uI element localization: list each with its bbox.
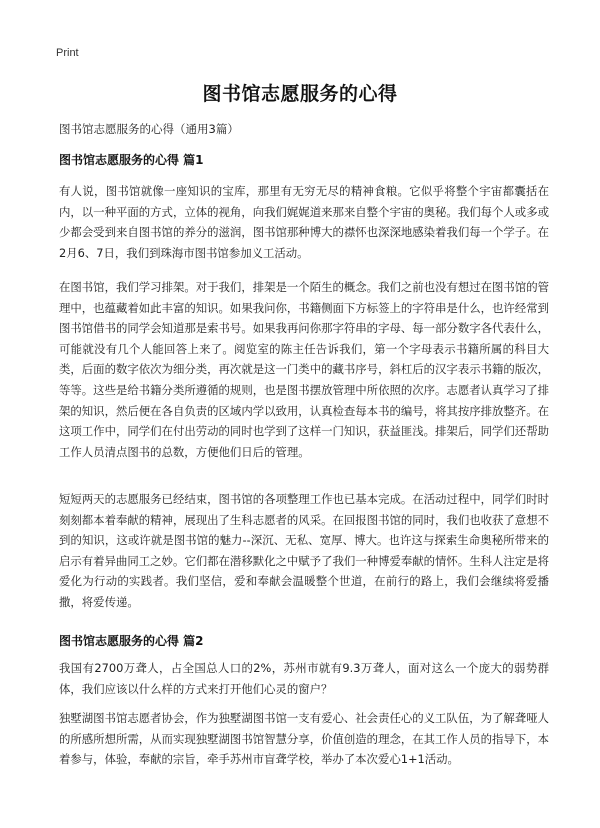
paragraph: 独墅湖图书馆志愿者协会，作为独墅湖图书馆一支有爱心、社会责任心的义工队伍，为了解聋哑人的所感所想所需，从而实现独墅湖图书馆智慧分享，价值创造的理念，在其工作人员的指导下，本着参与，体验，奉献的宗旨，牵手苏州市盲聋学校，举办了本次爱心1+1活动。 xyxy=(59,711,549,767)
print-label[interactable]: Print xyxy=(56,47,79,59)
paragraph: 在图书馆，我们学习排架。对于我们，排架是一个陌生的概念。我们之前也没有想过在图书馆的管理中，也蕴藏着如此丰富的知识。如果我问你，书籍侧面下方标签上的字符串是什么，也许经常到图书馆借书的同学会知道那是索书号。如果我再问你那字符串的字母、每一部分数字各代表什么，可能就没有几个人能回答上来了。阅览室的陈主任告诉我们，第一个字母表示书籍所属的科目大类，后面的数字依次为细分类，再次就是这一门类中的藏书序号，斜杠后的汉字表示书籍的版次，等等。这些是给书籍分类所遵循的规则，也是图书摆放管理中所依照的次序。志愿者认真学习了排架的知识，然后便在各自负责的区域内学以致用，认真检查每本书的编号，将其按序排放整齐。在这项工作中，同学们在付出劳动的同时也学到了这样一门知识，获益匪浅。排架后，同学们还帮助工作人员清点图书的总数，方便他们日后的管理。 xyxy=(59,280,549,459)
section-heading-2: 图书馆志愿服务的心得 篇2 xyxy=(59,634,204,648)
section-heading-1: 图书馆志愿服务的心得 篇1 xyxy=(59,153,204,167)
paragraph: 我国有2700万聋人，占全国总人口的2%，苏州市就有9.3万聋人，面对这么一个庞大的弱势群体，我们应该以什么样的方式来打开他们心灵的窗户？ xyxy=(59,661,549,696)
document-subtitle: 图书馆志愿服务的心得（通用3篇） xyxy=(59,122,239,136)
paragraph: 有人说，图书馆就像一座知识的宝库，那里有无穷无尽的精神食粮。它似乎将整个宇宙都囊括在内，以一种平面的方式，立体的视角，向我们娓娓道来那来自整个宇宙的奥秘。我们每个人或多或少都会受到来自图书馆的养分的滋润，图书馆那种博大的襟怀也深深地感染着我们每一个学子。在2月6、7日，我们到珠海市图书馆参加义工活动。 xyxy=(59,184,549,260)
paragraph: 短短两天的志愿服务已经结束，图书馆的各项整理工作也已基本完成。在活动过程中，同学们时时刻刻都本着奉献的精神，展现出了生科志愿者的风采。在回报图书馆的同时，我们也收获了意想不到的知识，这或许就是图书馆的魅力--深沉、无私、宽厚、博大。也许这与探索生命奥秘所带来的启示有着异曲同工之妙。它们都在潜移默化之中赋予了我们一种博爱奉献的情怀。生科人注定是将爱化为行动的实践者。我们坚信，爱和奉献会温暖整个世道，在前行的路上，我们会继续将爱播撒，将爱传递。 xyxy=(59,492,549,609)
page-title: 图书馆志愿服务的心得 xyxy=(202,83,398,105)
